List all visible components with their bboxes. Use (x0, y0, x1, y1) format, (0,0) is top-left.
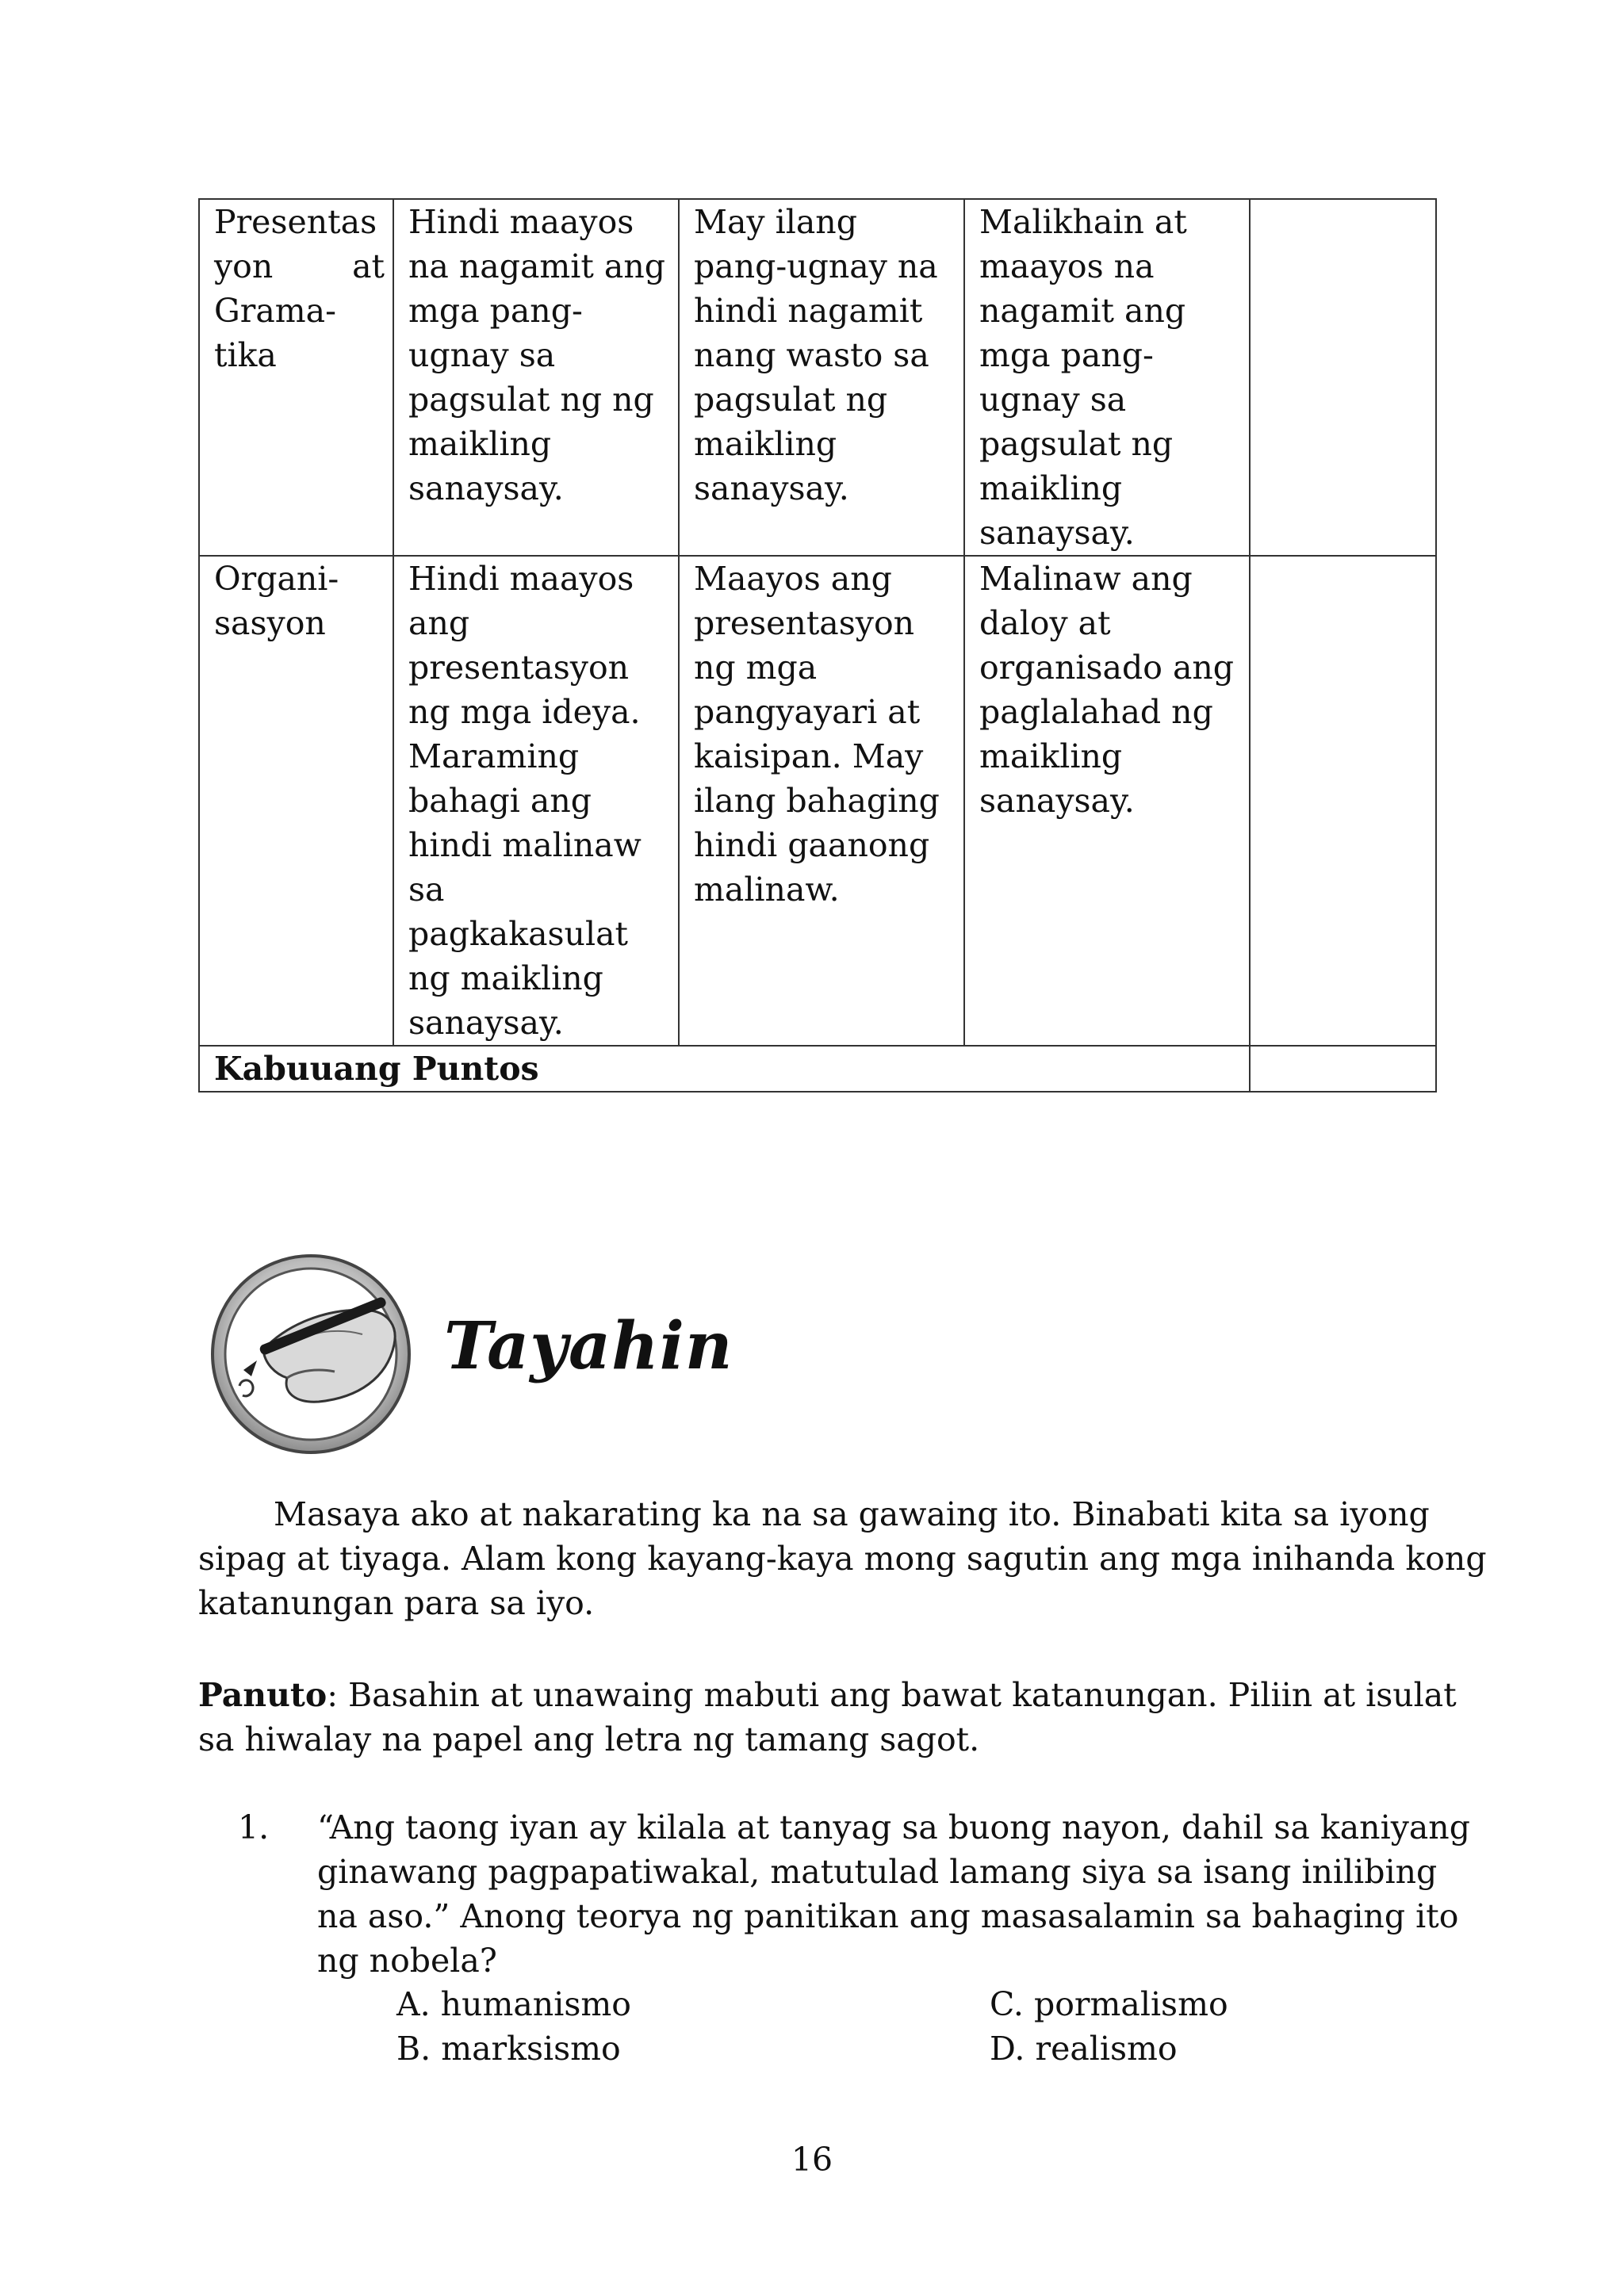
cell-line: maikling (694, 425, 837, 463)
cell-line: hindi malinaw (408, 826, 642, 864)
cell-line: daloy at (979, 604, 1111, 642)
cell-line: Maraming (408, 737, 580, 775)
text-line: ng nobela? (317, 1942, 497, 1980)
cell-line: pagsulat ng ng (408, 381, 654, 419)
cell-line: pagsulat ng (979, 425, 1174, 463)
question-number: 1. (238, 1808, 270, 1846)
table-row (199, 199, 1436, 556)
rubric-cell (393, 556, 679, 1046)
text-line: katanungan para sa iyo. (198, 1584, 595, 1622)
cell-line: hindi gaanong (694, 826, 930, 864)
cell-line: sasyon (214, 604, 326, 642)
total-score-cell[interactable] (1250, 1046, 1436, 1092)
rubric-cell (964, 556, 1250, 1046)
cell-line: presentasyon (694, 604, 915, 642)
rubric-table (198, 198, 1437, 1093)
cell-line: ugnay sa (408, 336, 556, 374)
instructions-paragraph (198, 1673, 1457, 1762)
cell-line: sanaysay. (979, 782, 1135, 820)
choice-a[interactable]: A. humanismo (396, 1985, 631, 2023)
page-number: 16 (791, 2141, 833, 2179)
text-line: “Ang taong iyan ay kilala at tanyag sa buong nayon, dahil sa kaniyang (317, 1808, 1470, 1846)
cell-line: Hindi maayos (408, 560, 634, 598)
score-cell[interactable] (1250, 556, 1436, 1046)
text-line: na aso.” Anong teorya ng panitikan ang masasalamin sa bahaging ito (317, 1897, 1459, 1935)
cell-line: pagkakasulat (408, 915, 628, 953)
cell-line: ilang bahaging (694, 782, 940, 820)
cell-line: Presentas (214, 203, 377, 241)
cell-line: Organi- (214, 560, 339, 598)
rubric-cell (393, 199, 679, 556)
cell-line (214, 244, 385, 289)
cell-line: mga pang- (979, 336, 1154, 374)
total-cell (199, 1046, 1250, 1092)
cell-line: sanaysay. (408, 469, 564, 507)
choice-d[interactable]: D. realismo (990, 2030, 1178, 2068)
text-line: sa hiwalay na papel ang letra ng tamang sagot. (198, 1720, 980, 1758)
text-run: : Basahin at unawaing mabuti ang bawat katanungan. Piliin at isulat (327, 1676, 1457, 1714)
cell-line: mga pang- (408, 292, 583, 330)
cell-line: Hindi maayos (408, 203, 634, 241)
cell-line: ng mga (694, 649, 818, 687)
cell-line: paglalahad ng (979, 693, 1213, 731)
hand-writing-pen-icon (208, 1251, 414, 1457)
cell-line: ng mga ideya. (408, 693, 641, 731)
cell-line: Malinaw ang (979, 560, 1193, 598)
cell-line: Maayos ang (694, 560, 892, 598)
cell-line: ugnay sa (979, 381, 1127, 419)
score-cell[interactable] (1250, 199, 1436, 556)
choice-b[interactable]: B. marksismo (396, 2030, 621, 2068)
cell-line: sanaysay. (408, 1004, 564, 1042)
cell-line: hindi nagamit (694, 292, 923, 330)
cell-line: organisado ang (979, 649, 1235, 687)
table-row (199, 556, 1436, 1046)
intro-paragraph (198, 1492, 1487, 1625)
cell-line: pagsulat ng (694, 381, 888, 419)
cell-line: ng maikling (408, 959, 603, 997)
instructions-label: Panuto (198, 1676, 327, 1714)
choice-c[interactable]: C. pormalismo (990, 1985, 1228, 2023)
text-run: Masaya ako at nakarating ka na sa gawaing ito. Binabati kita sa iyong (274, 1495, 1430, 1533)
text-run: sipag at tiyaga. Alam kong kayang-kaya mong sagutin ang mga inihanda kong (198, 1540, 1487, 1578)
cell-line: Grama- (214, 292, 336, 330)
question-text (317, 1805, 1470, 1983)
cell-line: malinaw. (694, 871, 840, 909)
cell-line: maikling (408, 425, 552, 463)
cell-line: maikling (979, 737, 1123, 775)
text-line (198, 1492, 1439, 1536)
cell-line: sa (408, 871, 445, 909)
cell-line: sanaysay. (694, 469, 849, 507)
section-title: Tayahin (444, 1308, 733, 1384)
criterion-cell (199, 556, 393, 1046)
cell-line: nang wasto sa (694, 336, 929, 374)
cell-line: maayos na (979, 247, 1155, 285)
cell-line: nagamit ang (979, 292, 1186, 330)
cell-line: maikling (979, 469, 1123, 507)
cell-line: kaisipan. May (694, 737, 924, 775)
cell-line: ang (408, 604, 470, 642)
cell-line: presentasyon (408, 649, 630, 687)
cell-line: pangyayari at (694, 693, 921, 731)
text-line (198, 1536, 1487, 1581)
cell-line: pang-ugnay na (694, 247, 938, 285)
cell-line: Malikhain at (979, 203, 1187, 241)
cell-line: bahagi ang (408, 782, 592, 820)
cell-line: tika (214, 336, 277, 374)
cell-word: at (352, 247, 385, 285)
table-row (199, 1046, 1436, 1092)
text-line: ginawang pagpapatiwakal, matutulad lamang siya sa isang inilibing (317, 1853, 1438, 1891)
rubric-cell (679, 556, 964, 1046)
cell-line: sanaysay. (979, 514, 1135, 552)
total-label: Kabuuang Puntos (214, 1050, 539, 1088)
cell-word: yon (214, 247, 274, 285)
cell-line: May ilang (694, 203, 857, 241)
cell-line: na nagamit ang (408, 247, 666, 285)
criterion-cell (199, 199, 393, 556)
rubric-cell (964, 199, 1250, 556)
text-line (198, 1673, 1457, 1717)
rubric-cell (679, 199, 964, 556)
